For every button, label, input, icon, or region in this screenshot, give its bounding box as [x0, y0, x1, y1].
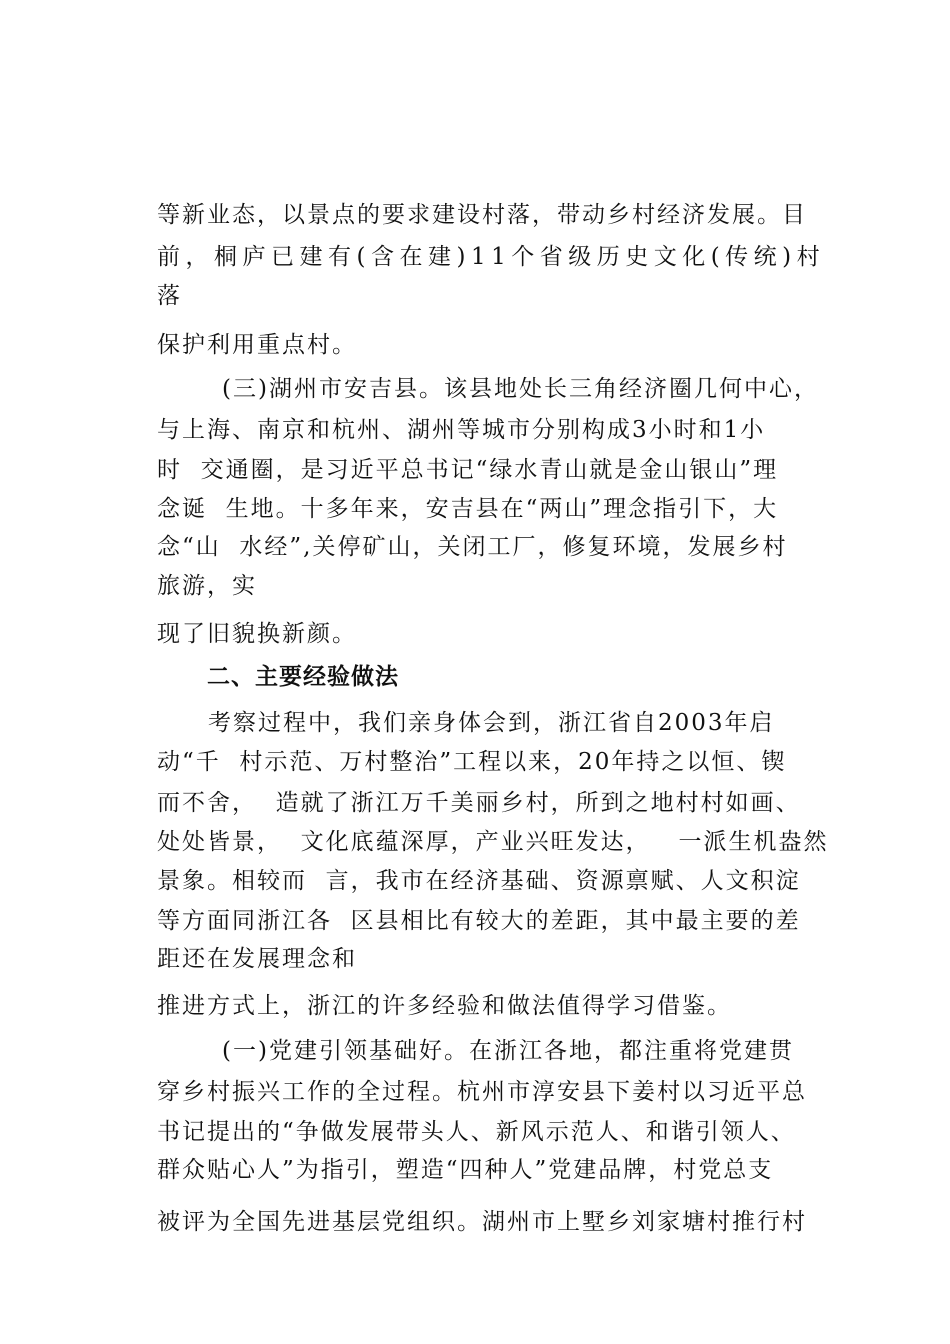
text-line: 等新业态，以景点的要求建设村落，带动乡村经济发展。目	[157, 202, 807, 228]
text-line: 穿乡村振兴工作的全过程。杭州市淳安县下姜村以习近平总	[157, 1079, 807, 1105]
text-line: 处处皆景， 文化底蕴深厚，产业兴旺发达， 一派生机盎然	[157, 829, 829, 855]
text-line: 考察过程中，我们亲身体会到，浙江省自2003年启	[208, 710, 775, 736]
text-line: 保护利用重点村。	[157, 332, 357, 358]
text-line: (三)湖州市安吉县。该县地处长三角经济圈几何中心，	[222, 376, 819, 402]
text-line: 现了旧貌换新颜。	[157, 621, 357, 647]
text-line: 念诞 生地。十多年来，安吉县在“两山”理念指引下，大	[157, 496, 779, 522]
text-line: 念“山 水经”,关停矿山，关闭工厂，修复环境，发展乡村	[157, 534, 788, 560]
text-line: 书记提出的“争做发展带头人、新风示范人、和谐引领人、	[157, 1119, 796, 1145]
text-line: 等方面同浙江各 区县相比有较大的差距，其中最主要的差	[157, 908, 801, 934]
text-line: (一)党建引领基础好。在浙江各地，都注重将党建贯	[222, 1038, 794, 1064]
text-line: 群众贴心人”为指引，塑造“四种人”党建品牌，村党总支	[157, 1157, 774, 1183]
text-line: 旅游，实	[157, 573, 257, 599]
text-line: 而不舍， 造就了浙江万千美丽乡村，所到之地村村如画、	[157, 790, 801, 816]
text-line: 时 交通圈，是习近平总书记“绿水青山就是金山银山”理	[157, 457, 779, 483]
text-line: 推进方式上，浙江的许多经验和做法值得学习借鉴。	[157, 993, 732, 1019]
section-heading: 二、主要经验做法	[207, 664, 399, 690]
text-line: 距还在发展理念和	[157, 946, 357, 972]
text-line: 与上海、南京和杭州、湖州等城市分别构成3小时和1小	[157, 417, 766, 443]
text-line: 被评为全国先进基层党组织。湖州市上墅乡刘家塘村推行村	[157, 1209, 807, 1235]
text-line: 落	[157, 283, 182, 309]
text-line: 景象。相较而 言，我市在经济基础、资源禀赋、人文积淀	[157, 868, 801, 894]
text-line: 前，桐庐已建有(含在建)11个省级历史文化(传统)村	[157, 244, 826, 270]
text-line: 动“千 村示范、万村整治”工程以来，20年持之以恒、锲	[157, 749, 787, 775]
